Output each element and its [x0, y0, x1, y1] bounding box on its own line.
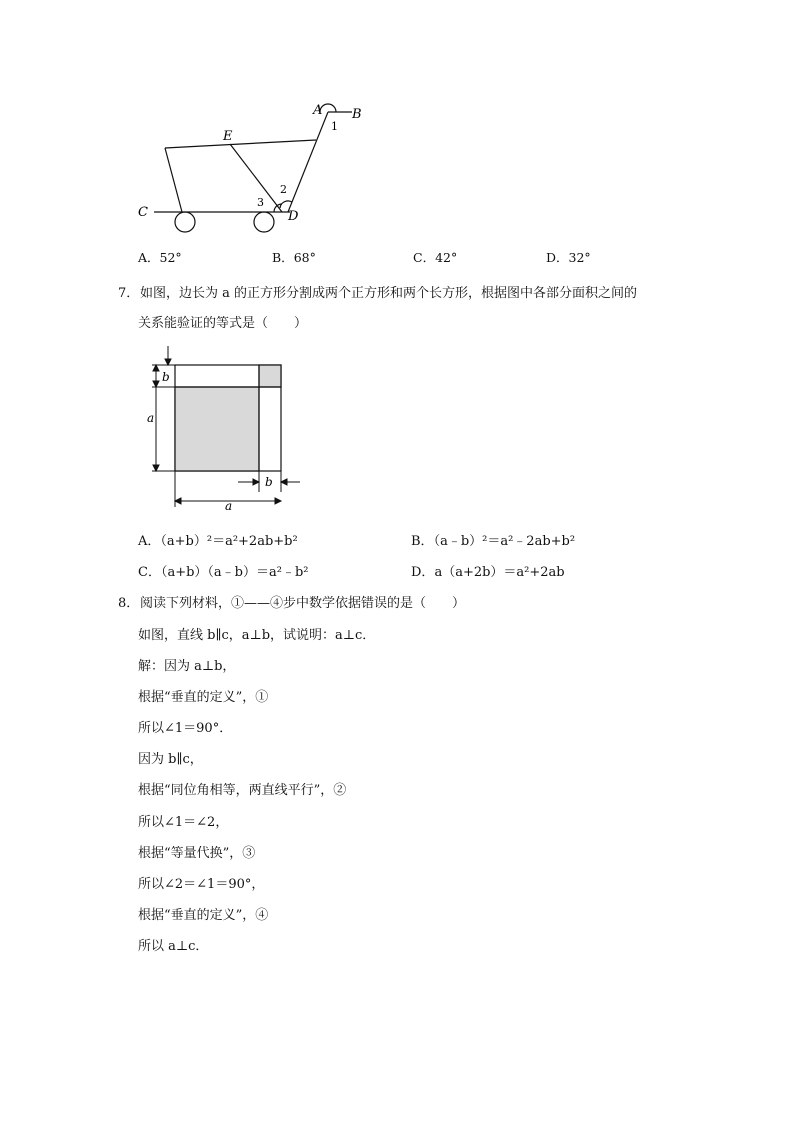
q7-label-a-left: a [147, 411, 155, 425]
q8-number: 8． [118, 596, 140, 611]
label-B: B [352, 107, 362, 122]
q8-line-5: 因为 b∥c， [138, 752, 203, 767]
q8-stem: 阅读下列材料，①——④步中数学依据错误的是（ ） [140, 596, 466, 611]
q7-option-c: C．（a+b）（a﹣b）＝a²﹣b² [138, 565, 309, 580]
q7-label-b-bottom: b [265, 475, 273, 489]
q6-figure [130, 98, 370, 238]
label-3: 3 [257, 196, 264, 209]
q8-line-11: 所以 a⊥c． [138, 939, 209, 954]
q7-option-b: B．（a﹣b）²＝a²﹣2ab+b² [411, 534, 576, 549]
q8-line-6: 根据“同位角相等，两直线平行”，② [138, 783, 347, 798]
q6-option-d: D．32° [546, 250, 591, 265]
q6-option-a: A．52° [138, 250, 182, 265]
q7-figure [138, 342, 308, 518]
label-1: 1 [331, 120, 338, 133]
q8-line-10: 根据“垂直的定义”，④ [138, 908, 269, 923]
q7-stem-line2: 关系能验证的等式是（ ） [138, 316, 308, 331]
q8-line-8: 根据“等量代换”，③ [138, 846, 256, 861]
q8-line-9: 所以∠2＝∠1＝90°， [138, 877, 265, 892]
label-A: A [313, 103, 323, 118]
q7-label-a-bottom: a [225, 499, 233, 513]
q7-option-a: A．（a+b）²＝a²+2ab+b² [138, 534, 298, 549]
q8-line-7: 所以∠1＝∠2， [138, 815, 229, 830]
q7-stem-line1: 如图，边长为 a 的正方形分割成两个正方形和两个长方形，根据图中各部分面积之间的 [140, 286, 638, 301]
label-2: 2 [280, 183, 287, 196]
q8-line-4: 所以∠1＝90°． [138, 721, 233, 736]
q7-label-b-top: b [162, 370, 170, 384]
q8-line-3: 根据“垂直的定义”，① [138, 690, 269, 705]
q7-option-d: D．a（a+2b）＝a²+2ab [411, 565, 565, 580]
q6-option-b: B．68° [272, 250, 316, 265]
q6-option-c: C．42° [413, 250, 458, 265]
q8-line-1: 如图，直线 b∥c，a⊥b，试说明：a⊥c． [138, 628, 376, 643]
label-D: D [288, 209, 299, 224]
q7-number: 7． [118, 286, 140, 301]
q8-line-2: 解：因为 a⊥b， [138, 659, 236, 674]
label-E: E [223, 129, 233, 144]
label-C: C [138, 205, 148, 220]
